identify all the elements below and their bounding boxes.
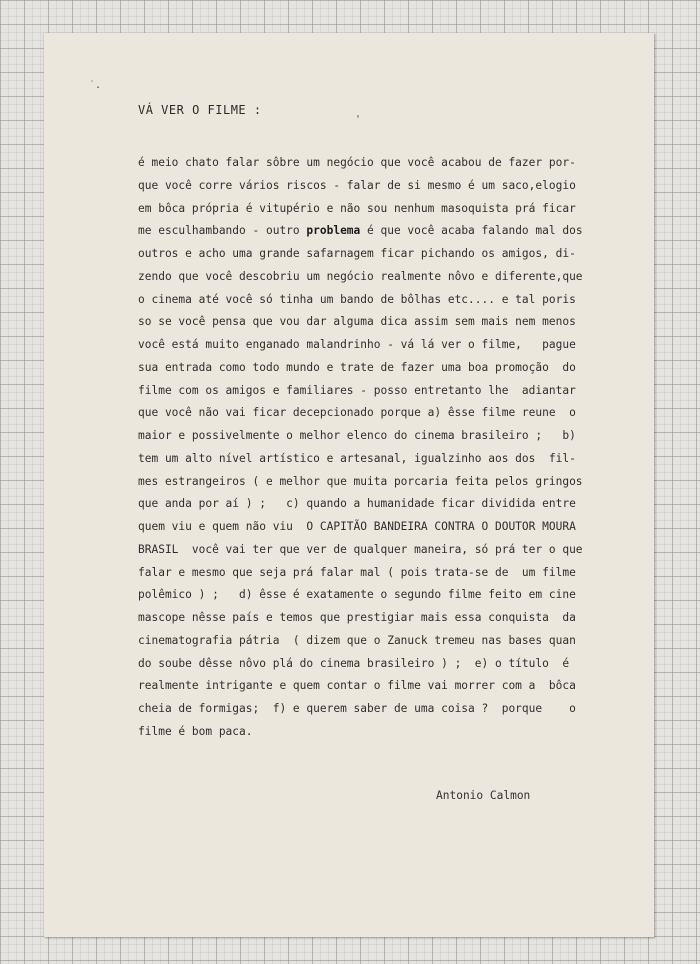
text-line: tem um alto nível artístico e artesanal, igualzinho aos dos fil- xyxy=(138,451,576,465)
page-title: VÁ VER O FILME : xyxy=(138,103,262,117)
text-line: em bôca própria é vitupério e não sou nenhum masoquista prá ficar xyxy=(138,201,576,215)
text-line: cinematografia pátria ( dizem que o Zanuck tremeu nas bases quan xyxy=(138,633,576,647)
stray-mark: ' xyxy=(355,114,362,125)
bold-word: problema xyxy=(306,224,361,238)
signature: Antonio Calmon xyxy=(436,789,531,802)
stray-mark: ˙. xyxy=(89,80,102,91)
text-line: sua entrada como todo mundo e trate de fazer uma boa promoção do xyxy=(138,360,576,374)
text-line: que você não vai ficar decepcionado porque a) êsse filme reune o xyxy=(138,406,576,420)
text-line xyxy=(138,220,583,243)
text-line: mes estrangeiros ( e melhor que muita porcaria feita pelos gringos xyxy=(138,474,583,488)
text-line: cheia de formigas; f) e querem saber de uma coisa ? porque o xyxy=(138,702,576,715)
text-line: BRASIL você vai ter que ver de qualquer maneira, só prá ter o que xyxy=(138,542,583,556)
text-line: filme é bom paca. xyxy=(138,724,253,738)
line-segment: é que você acaba falando mal dos xyxy=(360,224,583,238)
text-line: que você corre vários riscos - falar de si mesmo é um saco,elogio xyxy=(138,178,576,192)
text-line: é meio chato falar sôbre um negócio que você acabou de fazer por- xyxy=(138,156,576,169)
text-line: do soube dêsse nôvo plá do cinema brasileiro ) ; e) o título é xyxy=(138,656,570,670)
text-line: falar e mesmo que seja prá falar mal ( pois trata-se de um filme xyxy=(138,565,576,579)
text-line: zendo que você descobriu um negócio realmente nôvo e diferente,que xyxy=(138,269,583,283)
body-text xyxy=(138,152,583,744)
text-line: você está muito enganado malandrinho - vá lá ver o filme, pague xyxy=(138,338,576,351)
text-line: quem viu e quem não viu O CAPITÃO BANDEIRA CONTRA O DOUTOR MOURA xyxy=(138,520,576,533)
text-line: maior e possivelmente o melhor elenco do cinema brasileiro ; b) xyxy=(138,429,576,442)
line-segment: me esculhambando - outro xyxy=(138,224,307,238)
text-line: realmente intrigante e quem contar o filme vai morrer com a bôca xyxy=(138,679,576,693)
text-line: polêmico ) ; d) êsse é exatamente o segundo filme feito em cine xyxy=(138,588,576,602)
text-line: o cinema até você só tinha um bando de bôlhas etc.... e tal poris xyxy=(138,292,576,306)
typewritten-page xyxy=(44,33,654,937)
text-line: mascope nêsse país e temos que prestigiar mais essa conquista da xyxy=(138,611,576,624)
text-line: so se você pensa que vou dar alguma dica assim sem mais nem menos xyxy=(138,315,576,329)
text-line: filme com os amigos e familiares - posso entretanto lhe adiantar xyxy=(138,383,576,397)
text-line: que anda por aí ) ; c) quando a humanidade ficar dividida entre xyxy=(138,497,576,511)
text-line: outros e acho uma grande safarnagem ficar pichando os amigos, di- xyxy=(138,247,576,260)
